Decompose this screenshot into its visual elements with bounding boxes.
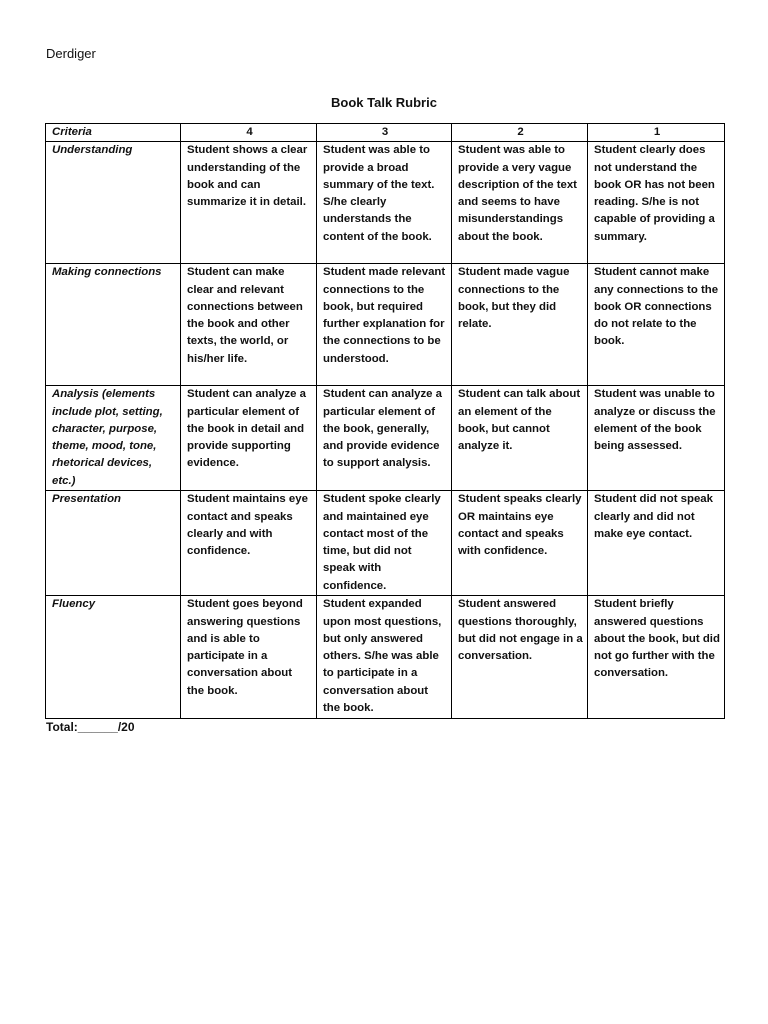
table-row bbox=[46, 264, 725, 386]
score-cell: Student expanded upon most questions, but only answered others. S/he was able to participate in a conversation about the book. bbox=[317, 596, 452, 719]
score-cell: Student spoke clearly and maintained eye contact most of the time, but did not speak with confidence. bbox=[317, 491, 452, 596]
document-title: Book Talk Rubric bbox=[331, 95, 437, 110]
column-header-score-1: 1 bbox=[588, 124, 725, 142]
score-cell: Student speaks clearly OR maintains eye contact and speaks with confidence. bbox=[452, 491, 588, 596]
score-cell: Student answered questions thoroughly, but did not engage in a conversation. bbox=[452, 596, 588, 719]
criteria-cell: Making connections bbox=[46, 264, 181, 386]
total-score-line: Total:______/20 bbox=[46, 720, 135, 734]
score-cell: Student briefly answered questions about the book, but did not go further with the conversation. bbox=[588, 596, 725, 719]
score-cell: Student maintains eye contact and speaks clearly and with confidence. bbox=[181, 491, 317, 596]
score-cell: Student clearly does not understand the book OR has not been reading. S/he is not capable of providing a summary. bbox=[588, 142, 725, 264]
column-header-score-4: 4 bbox=[181, 124, 317, 142]
score-cell: Student goes beyond answering questions and is able to participate in a conversation about the book. bbox=[181, 596, 317, 719]
score-cell: Student shows a clear understanding of the book and can summarize it in detail. bbox=[181, 142, 317, 264]
score-cell: Student can analyze a particular element of the book in detail and provide supporting evidence. bbox=[181, 386, 317, 491]
column-header-criteria: Criteria bbox=[46, 124, 181, 142]
score-cell: Student was able to provide a broad summary of the text. S/he clearly understands the content of the book. bbox=[317, 142, 452, 264]
criteria-cell: Analysis (elements include plot, setting, character, purpose, theme, mood, tone, rhetorical devices, etc.) bbox=[46, 386, 181, 491]
column-header-score-2: 2 bbox=[452, 124, 588, 142]
score-cell: Student was unable to analyze or discuss the element of the book being assessed. bbox=[588, 386, 725, 491]
score-cell: Student can talk about an element of the book, but cannot analyze it. bbox=[452, 386, 588, 491]
score-cell: Student was able to provide a very vague description of the text and seems to have misunderstandings about the book. bbox=[452, 142, 588, 264]
table-row bbox=[46, 491, 725, 596]
score-cell: Student cannot make any connections to the book OR connections do not relate to the book. bbox=[588, 264, 725, 386]
score-cell: Student can analyze a particular element of the book, generally, and provide evidence to support analysis. bbox=[317, 386, 452, 491]
rubric-table bbox=[45, 123, 725, 719]
score-cell: Student made vague connections to the book, but they did relate. bbox=[452, 264, 588, 386]
author-name: Derdiger bbox=[46, 46, 96, 61]
table-header-row bbox=[46, 124, 725, 142]
table-row bbox=[46, 386, 725, 491]
criteria-cell: Fluency bbox=[46, 596, 181, 719]
score-cell: Student made relevant connections to the book, but required further explanation for the connections to be understood. bbox=[317, 264, 452, 386]
column-header-score-3: 3 bbox=[317, 124, 452, 142]
criteria-cell: Presentation bbox=[46, 491, 181, 596]
score-cell: Student did not speak clearly and did not make eye contact. bbox=[588, 491, 725, 596]
table-row bbox=[46, 596, 725, 719]
score-cell: Student can make clear and relevant connections between the book and other texts, the world, or his/her life. bbox=[181, 264, 317, 386]
criteria-cell: Understanding bbox=[46, 142, 181, 264]
table-row bbox=[46, 142, 725, 264]
